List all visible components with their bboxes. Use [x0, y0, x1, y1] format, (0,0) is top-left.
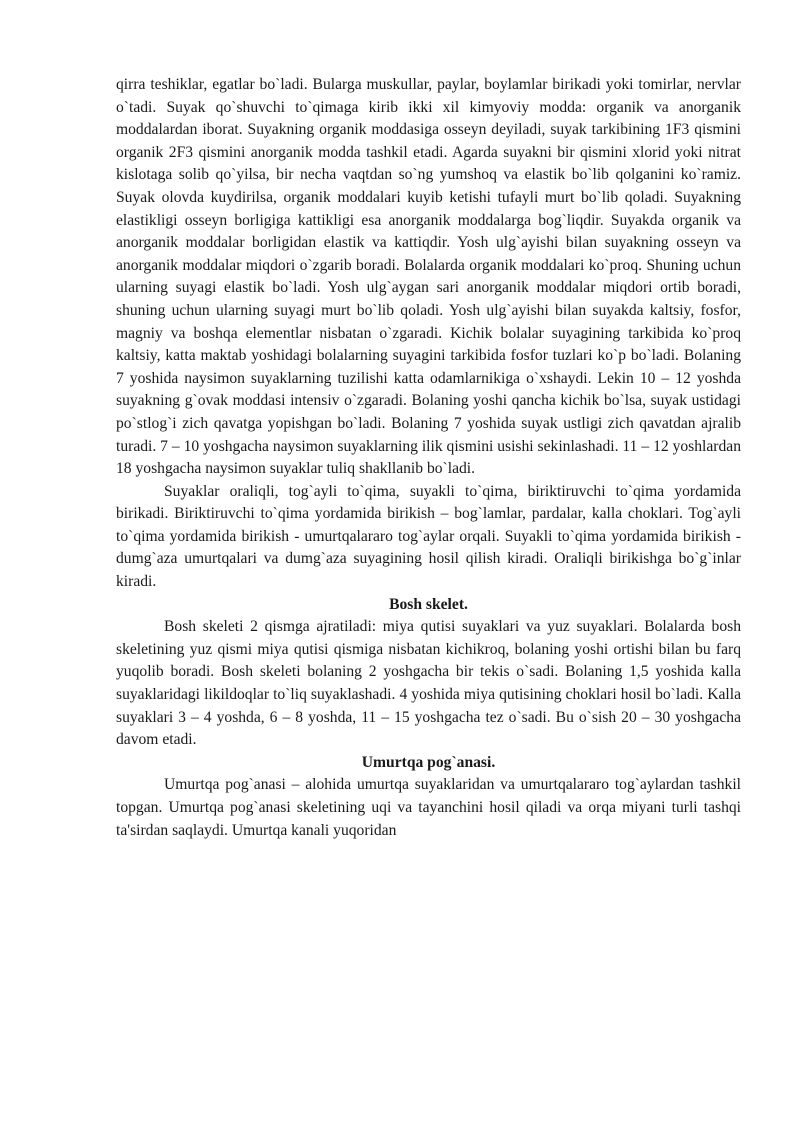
- heading-spinal-column: Umurtqa pog`anasi.: [361, 753, 496, 771]
- document-page: [116, 74, 741, 842]
- paragraph-bone-connections: Suyaklar oraliqli, tog`ayli to`qima, suyakli to`qima, biriktiruvchi to`qima yordamida birikadi. Biriktiruvchi to`qima yordamida birikish – bog`lamlar, pardalar, kalla choklari. Tog`ayli to`qima yordamida birikish - umurtqalararo tog`aylar orqali. Suyakli to`qima yordamida birikish - dumg`aza umurtqalari va dumg`aza suyagining hosil qilish kiradi. Oraliqli birikishga bo`g`inlar kiradi.: [116, 482, 741, 591]
- paragraph-spinal-column: Umurtqa pog`anasi – alohida umurtqa suyaklaridan va umurtqalararo tog`aylardan tashkil topgan. Umurtqa pog`anasi skeletining uqi va tayanchini hosil qiladi va orqa miyani turli tashqi ta'sirdan saqlaydi. Umurtqa kanali yuqoridan: [116, 776, 741, 839]
- heading-skull-skeleton: Bosh skelet.: [389, 595, 468, 613]
- paragraph-skull-skeleton: Bosh skeleti 2 qismga ajratiladi: miya qutisi suyaklari va yuz suyaklari. Bolalarda bosh skeletining yuz qismi miya qutisi qismiga nisbatan kichikroq, bolaning yoshi ortishi bilan bu farq yuqolib boradi. Bosh skeleti bolaning 2 yoshgacha bir tekis o`sadi. Bolaning 1,5 yoshida kalla suyaklaridagi likildoqlar to`liq suyaklashadi. 4 yoshida miya qutisining choklari hosil bo`ladi. Kalla suyaklari 3 – 4 yoshda, 6 – 8 yoshda, 11 – 15 yoshgacha tez o`sadi. Bu o`sish 20 – 30 yoshgacha davom etadi.: [116, 618, 741, 749]
- paragraph-bone-composition: qirra teshiklar, egatlar bo`ladi. Bularga muskullar, paylar, boylamlar birikadi yoki tomirlar, nervlar o`tadi. Suyak qo`shuvchi to`qimaga kirib ikki xil kimyoviy modda: organik va anorganik moddalardan iborat. Suyakning organik moddasiga osseyn deyiladi, suyak tarkibining 1F3 qismini organik 2F3 qismini anorganik modda tashkil etadi. Agarda suyakni bir qismini xlorid yoki nitrat kislotaga solib qo`yilsa, bir necha vaqtdan so`ng yumshoq va elastik bo`lib qolganini ko`ramiz. Suyak olovda kuydirilsa, organik moddalari kuyib ketishi tufayli murt bo`lib qoladi. Suyakning elastikligi osseyn borligiga kattikligi esa anorganik moddalarga bog`liqdir. Suyakda organik va anorganik moddalar borligidan elastik va kattiqdir. Yosh ulg`ayishi bilan suyakning osseyn va anorganik moddalar miqdori o`zgarib boradi. Bolalarda organik moddalari ko`proq. Shuning uchun ularning suyagi elastik bo`ladi. Yosh ulg`aygan sari anorganik moddalar miqdori ortib boradi, shuning uchun ularning suyagi murt bo`lib qoladi. Yosh ulg`ayishi bilan suyakda kaltsiy, fosfor, magniy va boshqa elementlar nisbatan o`zgaradi. Kichik bolalar suyagining tarkibida ko`proq kaltsiy, katta maktab yoshidagi bolalarning suyagini tarkibida fosfor tuzlari ko`p bo`ladi. Bolaning 7 yoshida naysimon suyaklarning tuzilishi katta odamlarnikiga o`xshaydi. Lekin 10 – 12 yoshda suyakning g`ovak moddasi intensiv o`zgaradi. Bolaning yoshi qancha kichik bo`lsa, suyak ustidagi po`stlog`i zich qavatga yopishgan bo`ladi. Bolaning 7 yoshida suyak ustligi zich qavatdan ajralib turadi. 7 – 10 yoshgacha naysimon suyaklarning ilik qismini usishi sekinlashadi. 11 – 12 yoshlardan 18 yoshgacha naysimon suyaklar tuliq shakllanib bo`ladi.: [116, 76, 741, 478]
